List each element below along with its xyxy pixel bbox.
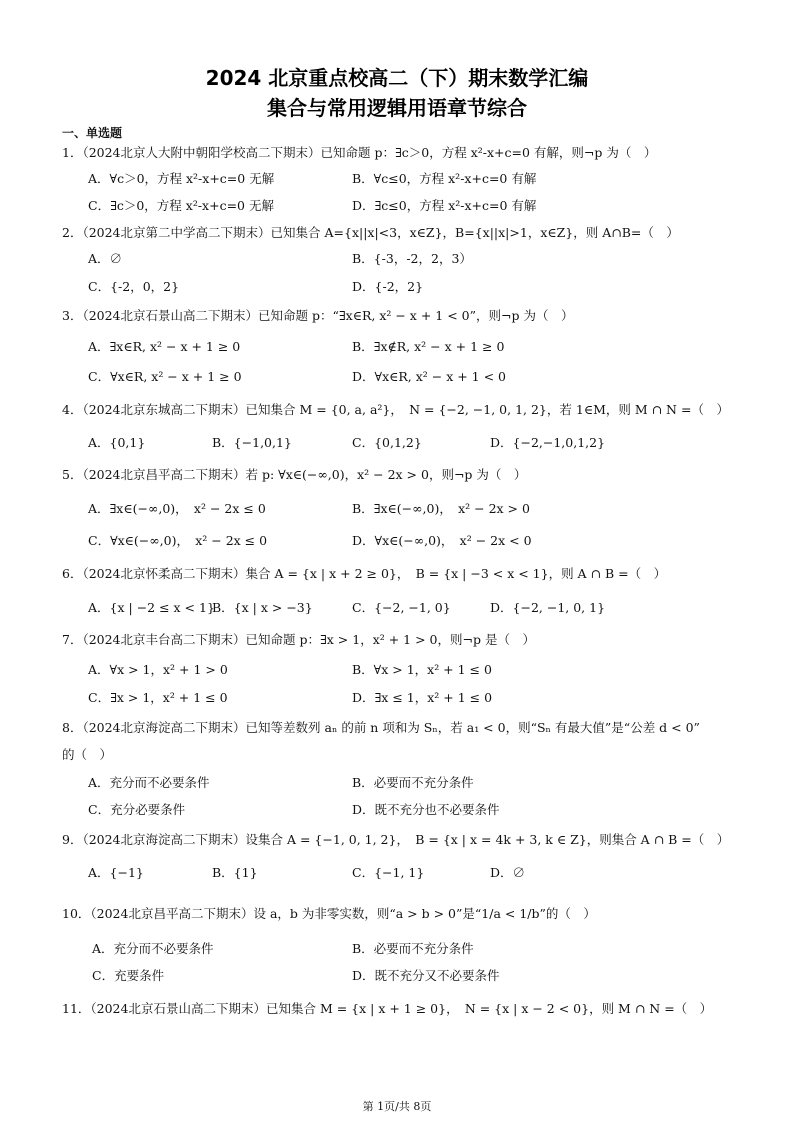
question-9-option-b: B．{1} bbox=[212, 865, 258, 880]
question-5-option-b: B．∃x∈(−∞,0)， x² − 2x > 0 bbox=[352, 501, 530, 516]
question-9-option-c: C．{−1, 1} bbox=[352, 865, 425, 880]
question-2-option-d: D．{-2，2} bbox=[352, 279, 424, 294]
question-4-option-a: A．{0,1} bbox=[88, 435, 146, 450]
question-8-option-c: C．充分必要条件 bbox=[88, 802, 186, 817]
question-10-stem: 10．（2024北京昌平高二下期末）设 a，b 为非零实数，则“a > b > 0”是“1/a < 1/b”的（ ） bbox=[62, 906, 596, 921]
page-subtitle: 集合与常用逻辑用语章节综合 bbox=[267, 96, 527, 120]
question-10-option-b: B．必要而不充分条件 bbox=[352, 941, 474, 956]
question-1-option-a: A．∀c＞0，方程 x²-x+c=0 无解 bbox=[88, 171, 275, 186]
question-2-option-b: B．{-3，-2，2，3） bbox=[352, 251, 472, 266]
question-6-option-b: B．{x | x > −3} bbox=[212, 600, 313, 615]
question-6-option-a: A．{x | −2 ≤ x < 1} bbox=[88, 600, 215, 615]
section-heading: 一、单选题 bbox=[62, 126, 123, 140]
question-5-stem: 5．（2024北京昌平高二下期末）若 p: ∀x∈(−∞,0)，x² − 2x > 0，则¬p 为（ ） bbox=[62, 467, 527, 482]
question-7-option-c: C．∃x > 1，x² + 1 ≤ 0 bbox=[88, 690, 228, 705]
question-3-option-d: D．∀x∈R, x² − x + 1 < 0 bbox=[352, 369, 507, 384]
page-footer: 第 1页/共 8页 bbox=[362, 1100, 432, 1113]
question-4-option-d: D．{−2,−1,0,1,2} bbox=[490, 435, 606, 450]
question-4-stem: 4．（2024北京东城高二下期末）已知集合 M = {0, a, a²}， N = {−2, −1, 0, 1, 2}，若 1∈M，则 M ∩ N =（ ） bbox=[62, 402, 729, 417]
question-9-option-a: A．{−1} bbox=[88, 865, 144, 880]
question-5-option-a: A．∃x∈(−∞,0)， x² − 2x ≤ 0 bbox=[88, 501, 266, 516]
question-1-option-d: D．∃c≤0，方程 x²-x+c=0 有解 bbox=[352, 198, 537, 213]
question-1-option-b: B．∀c≤0，方程 x²-x+c=0 有解 bbox=[352, 171, 537, 186]
question-3-option-c: C．∀x∈R, x² − x + 1 ≥ 0 bbox=[88, 369, 242, 384]
question-4-option-c: C．{0,1,2} bbox=[352, 435, 422, 450]
question-6-option-d: D．{−2, −1, 0, 1} bbox=[490, 600, 606, 615]
question-9-option-d: D．∅ bbox=[490, 865, 526, 880]
question-2-option-c: C．{-2，0，2} bbox=[88, 279, 180, 294]
page-title: 2024 北京重点校高二（下）期末数学汇编 bbox=[205, 66, 589, 90]
question-6-option-c: C．{−2, −1, 0} bbox=[352, 600, 451, 615]
question-7-option-a: A．∀x > 1，x² + 1 > 0 bbox=[88, 662, 228, 677]
question-1-stem: 1．（2024北京人大附中朝阳学校高二下期末）已知命题 p：∃c＞0，方程 x²-x+c=0 有解，则¬p 为（ ） bbox=[62, 145, 657, 160]
question-8-option-b: B．必要而不充分条件 bbox=[352, 775, 474, 790]
question-3-option-b: B．∃x∉R, x² − x + 1 ≥ 0 bbox=[352, 339, 505, 354]
question-6-stem: 6．（2024北京怀柔高二下期末）集合 A = {x | x + 2 ≥ 0}， B = {x | −3 < x < 1}，则 A ∩ B =（ ） bbox=[62, 566, 667, 581]
question-10-option-a: A．充分而不必要条件 bbox=[92, 941, 214, 956]
question-8-option-d: D．既不充分也不必要条件 bbox=[352, 802, 500, 817]
question-11-stem: 11．（2024北京石景山高二下期末）已知集合 M = {x | x + 1 ≥ 0}， N = {x | x − 2 < 0}，则 M ∩ N =（ ） bbox=[62, 1001, 713, 1016]
question-9-stem: 9．（2024北京海淀高二下期末）设集合 A = {−1, 0, 1, 2}， B = {x | x = 4k + 3, k ∈ Z}，则集合 A ∩ B =（ ） bbox=[62, 832, 730, 847]
question-8-stem: 8．（2024北京海淀高二下期末）已知等差数列 aₙ 的前 n 项和为 Sₙ，若 a₁ < 0，则“Sₙ 有最大值”是“公差 d < 0” bbox=[62, 720, 700, 735]
question-5-option-d: D．∀x∈(−∞,0)， x² − 2x < 0 bbox=[352, 533, 532, 548]
question-4-option-b: B．{−1,0,1} bbox=[212, 435, 292, 450]
question-1-option-c: C．∃c＞0，方程 x²-x+c=0 无解 bbox=[88, 198, 274, 213]
question-3-option-a: A．∃x∈R, x² − x + 1 ≥ 0 bbox=[88, 339, 241, 354]
question-10-option-d: D．既不充分又不必要条件 bbox=[352, 968, 500, 983]
question-5-option-c: C．∀x∈(−∞,0)， x² − 2x ≤ 0 bbox=[88, 533, 268, 548]
question-7-stem: 7．（2024北京丰台高二下期末）已知命题 p：∃x > 1，x² + 1 > 0，则¬p 是（ ） bbox=[62, 632, 535, 647]
question-8-stem-continued: 的（ ） bbox=[62, 747, 113, 762]
question-2-option-a: A．∅ bbox=[88, 251, 123, 266]
question-3-stem: 3．（2024北京石景山高二下期末）已知命题 p：“∃x∈R, x² − x + 1 < 0”，则¬p 为（ ） bbox=[62, 308, 574, 323]
question-2-stem: 2．（2024北京第二中学高二下期末）已知集合 A={x||x|<3，x∈Z}，B={x||x|>1，x∈Z}，则 A∩B=（ ） bbox=[62, 225, 679, 240]
question-7-option-b: B．∀x > 1，x² + 1 ≤ 0 bbox=[352, 662, 492, 677]
question-8-option-a: A．充分而不必要条件 bbox=[88, 775, 210, 790]
question-10-option-c: C．充要条件 bbox=[92, 968, 165, 983]
question-7-option-d: D．∃x ≤ 1，x² + 1 ≤ 0 bbox=[352, 690, 493, 705]
